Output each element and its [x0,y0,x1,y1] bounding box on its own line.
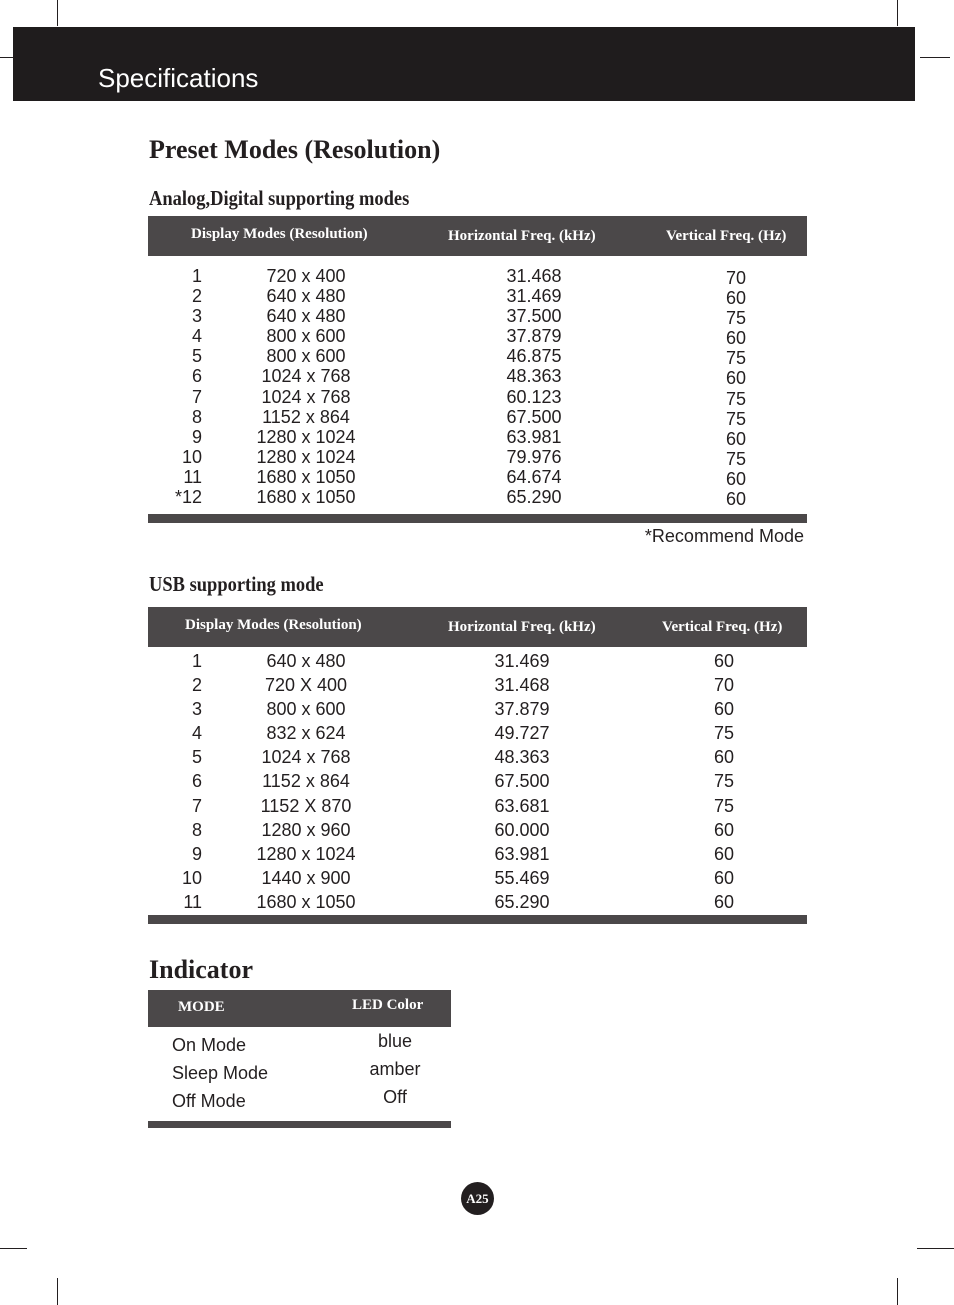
table-header-analog [148,216,807,256]
column-header-hfreq: Horizontal Freq. (kHz) [448,228,596,244]
horizontal-freq-cell: 37.879 [494,699,550,720]
mode-number-cell: 5 [191,747,202,768]
crop-mark [897,1278,898,1305]
mode-number-cell: 4 [191,326,202,347]
horizontal-freq-cell: 79.976 [506,446,562,467]
table-header-indicator [148,990,451,1027]
resolution-cell: 800 x 600 [266,346,346,367]
resolution-cell: 1680 x 1050 [256,466,356,487]
resolution-cell: 800 x 600 [266,699,346,720]
column-horizontal-freq [484,266,584,507]
column-led-color [345,1027,445,1111]
horizontal-freq-cell: 65.290 [494,891,550,912]
vertical-freq-cell: 60 [713,867,735,888]
vertical-freq-cell: 60 [713,651,735,671]
mode-number-cell: 9 [191,843,202,864]
column-power-mode [172,1031,268,1115]
resolution-cell: 832 x 624 [266,723,346,744]
resolution-cell: 1024 x 768 [261,747,351,768]
vertical-freq-cell: 60 [725,428,747,449]
mode-number-cell: 8 [191,819,202,840]
column-mode-number [150,649,202,914]
crop-mark [897,0,898,26]
vertical-freq-cell: 60 [725,288,747,309]
resolution-cell: 720 x 400 [266,266,346,286]
vertical-freq-cell: 75 [725,388,747,409]
vertical-freq-cell: 75 [713,795,735,816]
vertical-freq-cell: 60 [713,747,735,768]
horizontal-freq-cell: 64.674 [506,466,562,487]
mode-number-cell: 8 [191,406,202,427]
mode-number-cell: 10 [181,867,202,888]
mode-number-cell: 5 [191,346,202,367]
mode-number-cell: 7 [191,386,202,407]
resolution-cell: 1680 x 1050 [256,487,356,508]
mode-number-cell: 4 [191,723,202,744]
crop-mark [0,57,13,58]
table-header-usb [148,607,807,647]
resolution-cell: 640 x 480 [266,286,346,307]
resolution-cell: 1024 x 768 [261,366,351,387]
crop-mark [917,1248,954,1249]
horizontal-freq-cell: 60.000 [494,819,550,840]
subsection-title-usb: USB supporting mode [149,572,324,596]
horizontal-freq-cell: 55.469 [494,867,550,888]
mode-number-cell: 1 [191,266,202,286]
page-title: Specifications [98,63,259,93]
column-header-vfreq: Vertical Freq. (Hz) [662,619,783,635]
mode-number-cell: 3 [191,699,202,720]
resolution-cell: 1152 X 870 [260,795,352,816]
table-bottom-rule [148,1121,451,1128]
column-horizontal-freq [472,649,572,914]
mode-number-cell: 6 [191,771,202,792]
resolution-cell: 1280 x 1024 [256,426,356,447]
vertical-freq-cell: 60 [725,328,747,349]
vertical-freq-cell: 75 [713,771,735,792]
mode-number-cell: 10 [181,446,202,467]
horizontal-freq-cell: 48.363 [494,747,550,768]
horizontal-freq-cell: 31.468 [494,675,550,696]
mode-number-cell: 7 [191,795,202,816]
page-number: A25 [461,1182,494,1215]
horizontal-freq-cell: 63.981 [494,843,550,864]
vertical-freq-cell: 60 [713,843,735,864]
horizontal-freq-cell: 60.123 [506,386,562,407]
vertical-freq-cell: 75 [725,448,747,469]
power-mode-cell: Sleep Mode [172,1063,269,1083]
mode-number-cell: 11 [183,466,202,487]
resolution-cell: 1152 x 864 [262,771,350,792]
vertical-freq-cell: 75 [725,408,747,429]
horizontal-freq-cell: 31.468 [506,266,562,286]
vertical-freq-cell: 60 [713,891,735,912]
horizontal-freq-cell: 49.727 [494,723,550,744]
resolution-cell: 640 x 480 [266,651,346,671]
horizontal-freq-cell: 67.500 [506,406,562,427]
column-vertical-freq [706,268,766,509]
horizontal-freq-cell: 65.290 [506,487,562,508]
column-vertical-freq [694,649,754,914]
resolution-cell: 1280 x 1024 [256,843,356,864]
mode-number-cell: *12 [174,487,202,508]
mode-number-cell: 2 [191,286,202,307]
vertical-freq-cell: 75 [725,308,747,329]
column-resolution [226,266,386,507]
horizontal-freq-cell: 37.500 [506,306,562,327]
crop-mark [920,57,950,58]
horizontal-freq-cell: 67.500 [494,771,550,792]
vertical-freq-cell: 75 [713,723,735,744]
resolution-cell: 640 x 480 [266,306,346,327]
crop-mark [57,0,58,26]
column-header-led-color: LED Color [352,997,424,1013]
vertical-freq-cell: 60 [725,468,747,489]
vertical-freq-cell: 60 [725,368,747,389]
horizontal-freq-cell: 31.469 [494,651,550,671]
column-header-modes: Display Modes (Resolution) [191,226,368,242]
section-title-preset: Preset Modes (Resolution) [149,135,441,164]
mode-number-cell: 1 [191,651,202,671]
vertical-freq-cell: 60 [725,489,747,510]
led-color-cell: blue [377,1031,413,1051]
vertical-freq-cell: 70 [713,675,735,696]
mode-number-cell: 3 [191,306,202,327]
vertical-freq-cell: 60 [713,699,735,720]
led-color-cell: amber [369,1059,421,1079]
resolution-cell: 800 x 600 [266,326,346,347]
crop-mark [0,1248,27,1249]
header-bar [13,27,915,101]
horizontal-freq-cell: 63.981 [506,426,562,447]
power-mode-cell: On Mode [172,1035,247,1055]
recommend-note: *Recommend Mode [644,526,804,546]
table-bottom-rule [148,915,807,924]
horizontal-freq-cell: 63.681 [494,795,550,816]
mode-number-cell: 2 [191,675,202,696]
column-header-vfreq: Vertical Freq. (Hz) [666,228,787,244]
horizontal-freq-cell: 31.469 [506,286,562,307]
subsection-title-analog: Analog,Digital supporting modes [149,186,410,210]
mode-number-cell: 9 [191,426,202,447]
horizontal-freq-cell: 46.875 [506,346,562,367]
column-header-hfreq: Horizontal Freq. (kHz) [448,619,596,635]
column-mode-number [150,266,202,507]
resolution-cell: 720 X 400 [264,675,348,696]
resolution-cell: 1152 x 864 [262,406,350,427]
section-title-indicator: Indicator [149,955,253,984]
mode-number-cell: 11 [183,891,202,912]
vertical-freq-cell: 60 [713,819,735,840]
resolution-cell: 1440 x 900 [261,867,351,888]
resolution-cell: 1680 x 1050 [256,891,356,912]
crop-mark [57,1278,58,1305]
power-mode-cell: Off Mode [172,1091,246,1111]
column-header-modes: Display Modes (Resolution) [185,617,362,633]
horizontal-freq-cell: 37.879 [506,326,562,347]
resolution-cell: 1280 x 1024 [256,446,356,467]
column-header-mode: MODE [178,999,225,1015]
led-color-cell: Off [383,1087,407,1107]
table-bottom-rule [148,514,807,523]
resolution-cell: 1024 x 768 [261,386,351,407]
vertical-freq-cell: 75 [725,348,747,369]
resolution-cell: 1280 x 960 [261,819,351,840]
mode-number-cell: 6 [191,366,202,387]
column-resolution [226,649,386,914]
horizontal-freq-cell: 48.363 [506,366,562,387]
vertical-freq-cell: 70 [725,268,747,288]
